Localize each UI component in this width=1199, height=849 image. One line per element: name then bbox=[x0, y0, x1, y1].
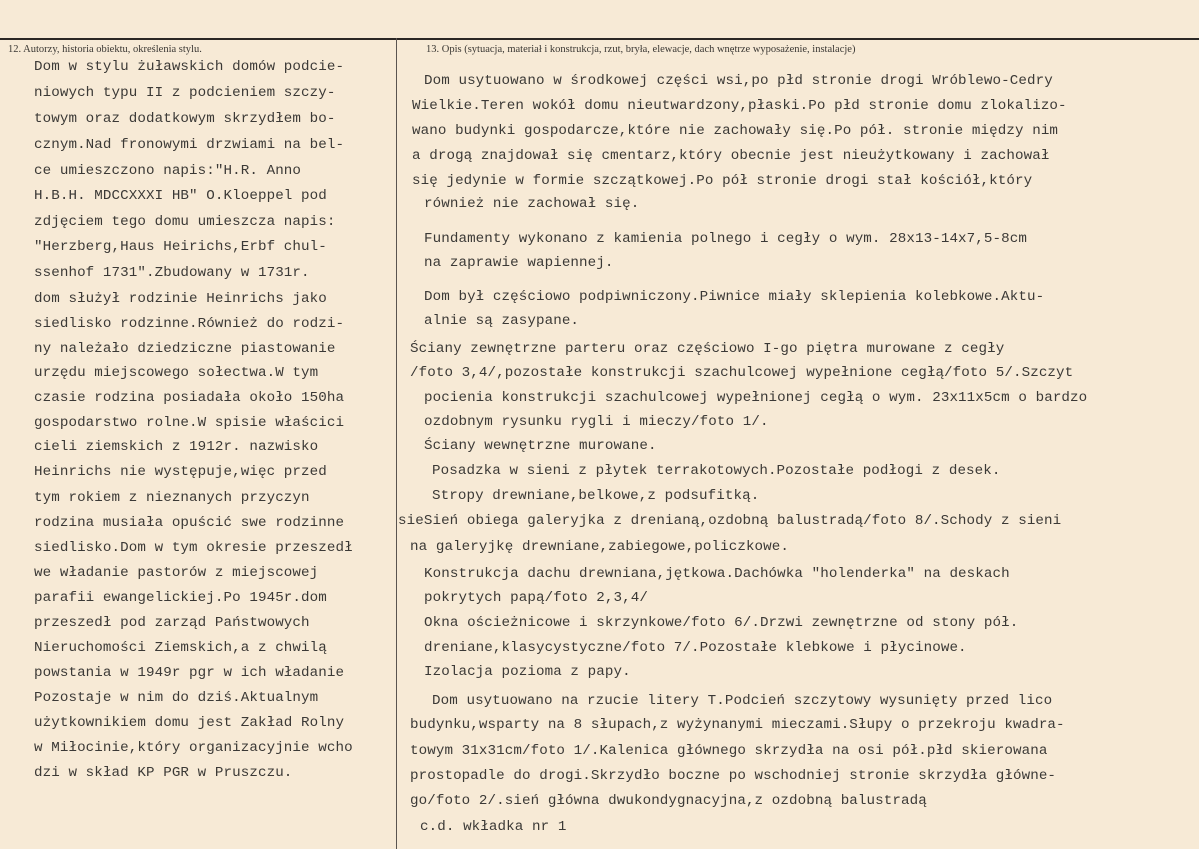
description-line: dreniane,klasycystyczne/foto 7/.Pozostałe klebkowe i płycinowe. bbox=[424, 640, 967, 656]
history-line: siedlisko rodzinne.Również do rodzi- bbox=[34, 316, 345, 332]
history-line: przeszedł pod zarząd Państwowych bbox=[34, 615, 310, 631]
history-line: dzi w skład KP PGR w Pruszczu. bbox=[34, 765, 293, 781]
history-line: Pozostaje w nim do dziś.Aktualnym bbox=[34, 690, 319, 706]
history-line: czasie rodzina posiadała około 150ha bbox=[34, 390, 345, 406]
history-line: Heinrichs nie występuje,więc przed bbox=[34, 464, 327, 480]
left-column-heading: 12. Autorzy, historia obiektu, określenia stylu. bbox=[8, 44, 202, 55]
history-line: powstania w 1949r pgr w ich władanie bbox=[34, 665, 345, 681]
history-line: niowych typu II z podcieniem szczy- bbox=[34, 85, 336, 101]
history-line: we władanie pastorów z miejscowej bbox=[34, 565, 319, 581]
description-line: Dom usytuowano w środkowej części wsi,po płd stronie drogi Wróblewo-Cedry bbox=[424, 73, 1053, 89]
column-divider bbox=[396, 38, 397, 849]
history-line: dom służył rodzinie Heinrichs jako bbox=[34, 291, 327, 307]
description-line: na zaprawie wapiennej. bbox=[424, 255, 614, 271]
description-line: Okna ościeżnicowe i skrzynkowe/foto 6/.Drzwi zewnętrzne od stony pół. bbox=[424, 615, 1019, 631]
description-line: Konstrukcja dachu drewniana,jętkowa.Dachówka "holenderka" na deskach bbox=[424, 566, 1010, 582]
description-line: go/foto 2/.sień główna dwukondygnacyjna,z ozdobną balustradą bbox=[410, 793, 927, 809]
history-line: zdjęciem tego domu umieszcza napis: bbox=[34, 214, 336, 230]
description-line: Stropy drewniane,belkowe,z podsufitką. bbox=[432, 488, 760, 504]
description-line: Dom usytuowano na rzucie litery T.Podcień szczytowy wysunięty przed lico bbox=[432, 693, 1053, 709]
description-line: Dom był częściowo podpiwniczony.Piwnice miały sklepienia kolebkowe.Aktu- bbox=[424, 289, 1045, 305]
description-line: pocienia konstrukcji szachulcowej wypełnionej cegłą o wym. 23x11x5cm o bardzo bbox=[424, 390, 1088, 406]
description-line: wano budynki gospodarcze,które nie zachowały się.Po pół. stronie między nim bbox=[412, 123, 1059, 139]
description-line: a drogą znajdował się cmentarz,który obecnie jest nieużytkowany i zachował bbox=[412, 148, 1050, 164]
history-line: użytkownikiem domu jest Zakład Rolny bbox=[34, 715, 345, 731]
description-line: towym 31x31cm/foto 1/.Kalenica głównego skrzydła na osi pół.płd skierowana bbox=[410, 743, 1048, 759]
description-line: alnie są zasypane. bbox=[424, 313, 580, 329]
continuation-note: c.d. wkładka nr 1 bbox=[420, 819, 567, 835]
description-line: /foto 3,4/,pozostałe konstrukcji szachulcowej wypełnione cegłą/foto 5/.Szczyt bbox=[410, 365, 1074, 381]
description-line: Fundamenty wykonano z kamienia polnego i cegły o wym. 28x13-14x7,5-8cm bbox=[424, 231, 1027, 247]
description-line: Ściany zewnętrzne parteru oraz częściowo I-go piętra murowane z cegły bbox=[410, 341, 1005, 357]
description-line: sieSień obiega galeryjka z drenianą,ozdobną balustradą/foto 8/.Schody z sieni bbox=[398, 513, 1062, 529]
history-line: ssenhof 1731".Zbudowany w 1731r. bbox=[34, 265, 310, 281]
history-line: ce umieszczono napis:"H.R. Anno bbox=[34, 163, 302, 179]
history-line: H.B.H. MDCCXXXI HB" O.Kloeppel pod bbox=[34, 188, 327, 204]
description-line: pokrytych papą/foto 2,3,4/ bbox=[424, 590, 648, 606]
description-line: budynku,wsparty na 8 słupach,z wyżynanymi mieczami.Słupy o przekroju kwadra- bbox=[410, 717, 1065, 733]
history-line: gospodarstwo rolne.W spisie właścici bbox=[34, 415, 345, 431]
history-line: "Herzberg,Haus Heirichs,Erbf chul- bbox=[34, 239, 327, 255]
description-line: Posadzka w sieni z płytek terrakotowych.Pozostałe podłogi z desek. bbox=[432, 463, 1001, 479]
history-line: cieli ziemskich z 1912r. nazwisko bbox=[34, 439, 319, 455]
history-line: towym oraz dodatkowym skrzydłem bo- bbox=[34, 111, 336, 127]
description-line: Wielkie.Teren wokół domu nieutwardzony,płaski.Po płd stronie domu zlokalizo- bbox=[412, 98, 1067, 114]
top-rule bbox=[0, 38, 1199, 40]
description-line: prostopadle do drogi.Skrzydło boczne po wschodniej stronie skrzydła główne- bbox=[410, 768, 1057, 784]
description-line: Ściany wewnętrzne murowane. bbox=[424, 438, 657, 454]
description-line: Izolacja pozioma z papy. bbox=[424, 664, 631, 680]
history-line: cznym.Nad fronowymi drzwiami na bel- bbox=[34, 137, 345, 153]
history-line: rodzina musiała opuścić swe rodzinne bbox=[34, 515, 345, 531]
history-line: siedlisko.Dom w tym okresie przeszedł bbox=[34, 540, 353, 556]
history-line: Nieruchomości Ziemskich,a z chwilą bbox=[34, 640, 327, 656]
history-line: parafii ewangelickiej.Po 1945r.dom bbox=[34, 590, 327, 606]
description-line: się jedynie w formie szczątkowej.Po pół stronie drogi stał kościół,który bbox=[412, 173, 1033, 189]
history-line: Dom w stylu żuławskich domów podcie- bbox=[34, 59, 345, 75]
description-line: ozdobnym rysunku rygli i mieczy/foto 1/. bbox=[424, 414, 769, 430]
history-line: ny należało dziedziczne piastowanie bbox=[34, 341, 336, 357]
description-line: na galeryjkę drewniane,zabiegowe,policzkowe. bbox=[410, 539, 790, 555]
right-column-heading: 13. Opis (sytuacja, materiał i konstrukcja, rzut, bryła, elewacje, dach wnętrze wyposażenie, instalacje) bbox=[426, 44, 856, 55]
description-line: również nie zachował się. bbox=[424, 196, 640, 212]
history-line: urzędu miejscowego sołectwa.W tym bbox=[34, 365, 319, 381]
history-line: tym rokiem z nieznanych przyczyn bbox=[34, 490, 310, 506]
history-line: w Miłocinie,który organizacyjnie wcho bbox=[34, 740, 353, 756]
